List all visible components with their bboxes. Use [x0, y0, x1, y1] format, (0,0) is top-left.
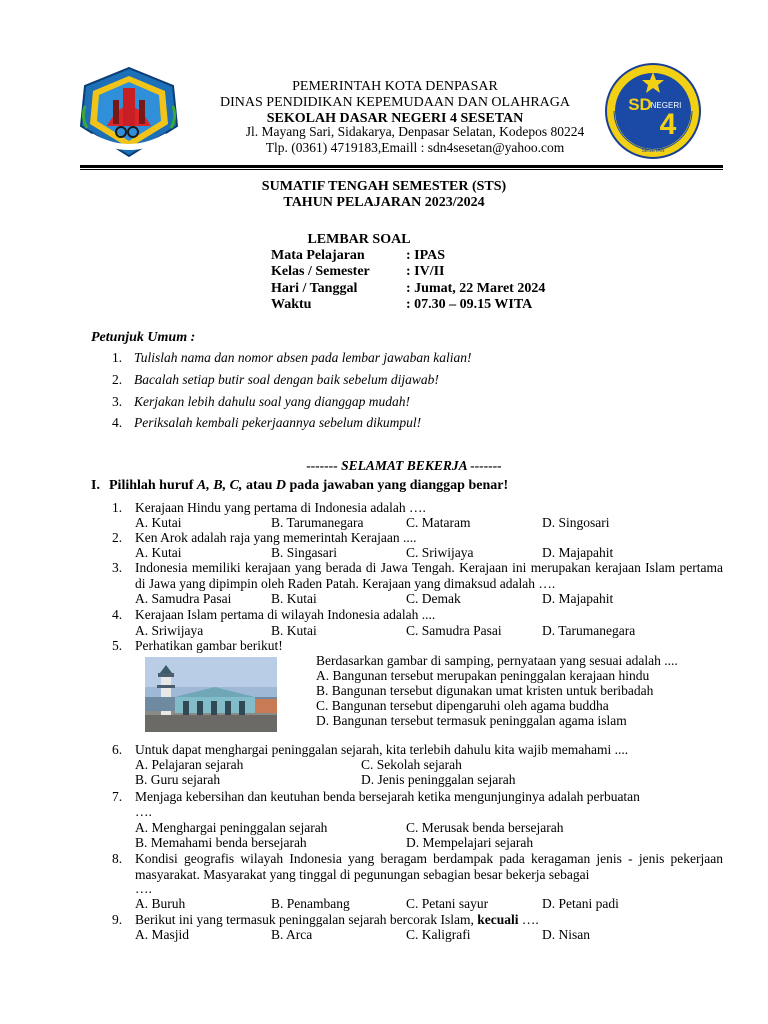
instructions-heading: Petunjuk Umum : — [91, 330, 196, 345]
instruction-item: 3. Kerjakan lebih dahulu soal yang dianggap mudah! — [112, 394, 410, 409]
option-b: B. Bangunan tersebut digunakan umat kristen untuk beribadah — [316, 683, 654, 698]
question-text: Menjaga kebersihan dan keutuhan benda bersejarah ketika mengunjunginya adalah perbuatan — [135, 789, 640, 804]
question-number: 5. — [112, 638, 123, 653]
meta-label-time: Waktu — [271, 297, 312, 312]
question-number: 2. — [112, 530, 123, 545]
option-d: D. Mempelajari sejarah — [406, 835, 534, 850]
meta-value-date: : Jumat, 22 Maret 2024 — [406, 281, 546, 296]
meta-value-subject: : IPAS — [406, 248, 446, 263]
option-b: B. Arca — [271, 927, 313, 942]
government-logo — [77, 66, 181, 158]
question-number: 7. — [112, 789, 123, 804]
option-d: D. Petani padi — [542, 896, 619, 911]
question-prompt: Berdasarkan gambar di samping, pernyataan yang sesuai adalah .... — [316, 653, 678, 668]
question-text: Ken Arok adalah raja yang memerintah Kerajaan .... — [135, 530, 417, 545]
logo-text-negeri: NEGERI — [650, 101, 682, 110]
header-divider-thin — [80, 169, 723, 170]
meta-label-date: Hari / Tanggal — [271, 281, 358, 296]
logo-ring-text: SESETAN — [641, 148, 665, 154]
question-ellipsis: …. — [135, 804, 152, 819]
header-contact: Tlp. (0361) 4719183,Emaill : sdn4sesetan@yahoo.com — [265, 140, 565, 155]
section-heading: I. Pilihlah huruf A, B, C, atau D pada jawaban yang dianggap benar! — [91, 478, 509, 493]
exam-year: TAHUN PELAJARAN 2023/2024 — [283, 195, 485, 210]
header-address: Jl. Mayang Sari, Sidakarya, Denpasar Selatan, Kodepos 80224 — [245, 124, 585, 139]
question-number: 9. — [112, 912, 123, 927]
header-line-2: DINAS PENDIDIKAN KEPEMUDAAN DAN OLAHRAGA — [220, 95, 570, 110]
meta-value-class: : IV/II — [406, 264, 445, 279]
question-text: Indonesia memiliki kerajaan yang berada di Jawa Tengah. Kerajaan ini merupakan kerajaan Islam pertama di Jawa yang dipimpin oleh Raden Patah. Kerajaan yang dimaksud adalah …. — [135, 560, 723, 591]
instruction-item: 4. Periksalah kembali pekerjaannya sebelum dikumpul! — [112, 415, 422, 430]
meta-value-time: : 07.30 – 09.15 WITA — [406, 297, 533, 312]
question-number: 1. — [112, 500, 123, 515]
question-text: Berikut ini yang termasuk peninggalan sejarah bercorak Islam, kecuali …. — [135, 912, 539, 927]
question-text: Kerajaan Islam pertama di wilayah Indonesia adalah .... — [135, 607, 436, 622]
question-text: Kerajaan Hindu yang pertama di Indonesia adalah …. — [135, 500, 426, 515]
option-a: A. Bangunan tersebut merupakan peninggalan kerajaan hindu — [316, 668, 650, 683]
option-c: C. Sriwijaya — [406, 545, 474, 560]
logo-number: 4 — [659, 108, 677, 141]
option-c: C. Demak — [406, 591, 461, 606]
option-a: A. Samudra Pasai — [135, 591, 232, 606]
question-ellipsis: …. — [135, 881, 152, 896]
option-d: D. Majapahit — [542, 545, 614, 560]
option-b: B. Penambang — [271, 896, 350, 911]
option-c: C. Petani sayur — [406, 896, 489, 911]
option-d: D. Singosari — [542, 515, 610, 530]
header-line-1: PEMERINTAH KOTA DENPASAR — [292, 79, 498, 94]
option-d: D. Tarumanegara — [542, 623, 636, 638]
option-c: C. Samudra Pasai — [406, 623, 502, 638]
instruction-item: 1. Tulislah nama dan nomor absen pada lembar jawaban kalian! — [112, 350, 472, 365]
question-number: 6. — [112, 742, 123, 757]
header-divider-thick — [80, 165, 723, 168]
option-a: A. Kutai — [135, 515, 182, 530]
header-school-name: SEKOLAH DASAR NEGERI 4 SESETAN — [266, 111, 524, 126]
building-photo — [145, 657, 277, 732]
question-number: 8. — [112, 851, 123, 866]
option-c: C. Sekolah sejarah — [361, 757, 462, 772]
option-b: B. Kutai — [271, 591, 317, 606]
option-c: C. Kaligrafi — [406, 927, 471, 942]
option-b: B. Kutai — [271, 623, 317, 638]
option-d: D. Majapahit — [542, 591, 614, 606]
instruction-item: 2. Bacalah setiap butir soal dengan baik sebelum dijawab! — [112, 372, 439, 387]
option-c: C. Mataram — [406, 515, 471, 530]
option-b: B. Tarumanegara — [271, 515, 364, 530]
option-b: B. Memahami benda bersejarah — [135, 835, 307, 850]
option-d: D. Nisan — [542, 927, 590, 942]
meta-label-class: Kelas / Semester — [271, 264, 370, 279]
option-c: C. Merusak benda bersejarah — [406, 820, 564, 835]
option-d: D. Jenis peninggalan sejarah — [361, 772, 516, 787]
option-a: A. Pelajaran sejarah — [135, 757, 244, 772]
option-a: A. Kutai — [135, 545, 182, 560]
option-a: A. Sriwijaya — [135, 623, 204, 638]
question-number: 4. — [112, 607, 123, 622]
option-a: A. Buruh — [135, 896, 186, 911]
option-a: A. Menghargai peninggalan sejarah — [135, 820, 328, 835]
meta-label-subject: Mata Pelajaran — [271, 248, 365, 263]
exam-title: SUMATIF TENGAH SEMESTER (STS) — [261, 179, 507, 194]
greeting: ------- SELAMAT BEKERJA ------- — [306, 458, 502, 473]
option-b: B. Guru sejarah — [135, 772, 221, 787]
question-text: Perhatikan gambar berikut! — [135, 638, 283, 653]
question-text: Kondisi geografis wilayah Indonesia yang beragam berdampak pada keragaman jenis - jenis pekerjaan masyarakat. Masyarakat yang tinggal di pegunungan sebagian besar bekerja sebagai — [135, 851, 723, 882]
question-text: Untuk dapat menghargai peninggalan sejarah, kita terlebih dahulu kita wajib memahami .... — [135, 742, 629, 757]
option-c: C. Bangunan tersebut dipengaruhi oleh agama buddha — [316, 698, 609, 713]
question-number: 3. — [112, 560, 123, 575]
option-b: B. Singasari — [271, 545, 337, 560]
sheet-title: LEMBAR SOAL — [307, 232, 411, 247]
logo-text-sd: SD — [628, 95, 652, 114]
option-d: D. Bangunan tersebut termasuk peninggalan agama islam — [316, 713, 627, 728]
option-a: A. Masjid — [135, 927, 189, 942]
